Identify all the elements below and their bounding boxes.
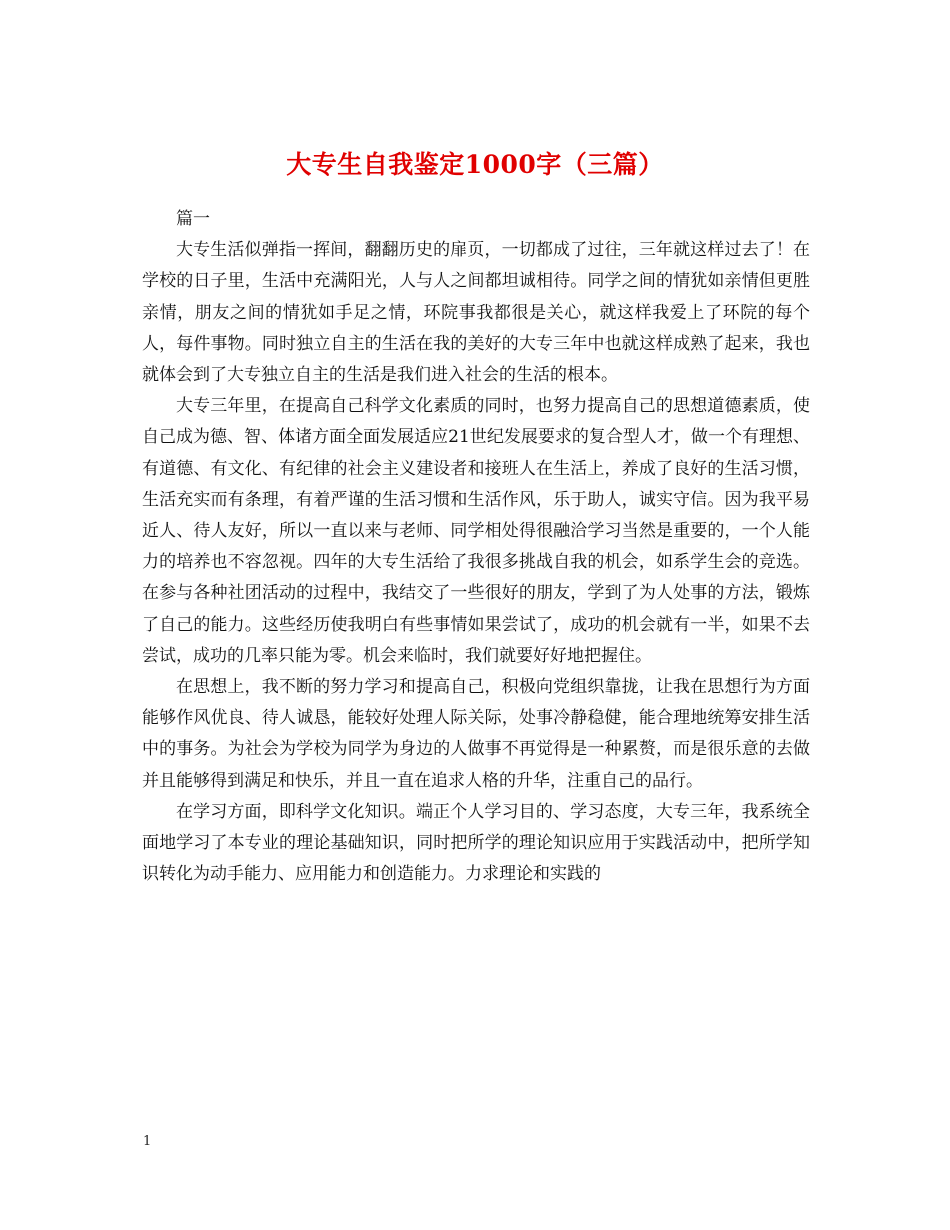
paragraph-1: 大专生活似弹指一挥间，翻翻历史的扉页，一切都成了过往，三年就这样过去了！在学校的日子里，生活中充满阳光，人与人之间都坦诚相待。同学之间的情犹如亲情但更胜亲情，朋友之间的情犹如手足之情，环院事我都很是关心，就这样我爱上了环院的每个人，每件事物。同时独立自主的生活在我的美好的大专三年中也就这样成熟了起来，我也就体会到了大专独立自主的生活是我们进入社会的生活的根本。 — [142, 240, 810, 386]
paragraph-2: 大专三年里，在提高自己科学文化素质的同时，也努力提高自己的思想道德素质，使自己成为德、智、体诸方面全面发展适应21世纪发展要求的复合型人才，做一个有理想、有道德、有文化、有纪律的社会主义建设者和接班人在生活上，养成了良好的生活习惯，生活充实而有条理，有着严谨的生活习惯和生活作风，乐于助人，诚实守信。因为我平易近人、待人友好，所以一直以来与老师、同学相处得很融洽学习当然是重要的，一个人能力的培养也不容忽视。四年的大专生活给了我很多挑战自我的机会，如系学生会的竞选。在参与各种社团活动的过程中，我结交了一些很好的朋友，学到了为人处事的方法，锻炼了自己的能力。这些经历使我明白有些事情如果尝试了，成功的机会就有一半，如果不去尝试，成功的几率只能为零。机会来临时，我们就要好好地把握住。 — [142, 396, 810, 666]
document-title: 大专生自我鉴定1000字（三篇） — [286, 149, 664, 179]
section-label: 篇一 — [176, 209, 210, 229]
paragraph-3: 在思想上，我不断的努力学习和提高自己，积极向党组织靠拢，让我在思想行为方面能够作风优良、待人诚恳，能较好处理人际关际，处事冷静稳健，能合理地统筹安排生活中的事务。为社会为学校为同学为身边的人做事不再觉得是一种累赘，而是很乐意的去做并且能够得到满足和快乐，并且一直在追求人格的升华，注重自己的品行。 — [142, 677, 810, 791]
page-number: 1 — [143, 1134, 152, 1149]
paragraph-4: 在学习方面，即科学文化知识。端正个人学习目的、学习态度，大专三年，我系统全面地学习了本专业的理论基础知识，同时把所学的理论知识应用于实践活动中，把所学知识转化为动手能力、应用能力和创造能力。力求理论和实践的 — [142, 801, 810, 885]
document-body — [142, 204, 810, 890]
